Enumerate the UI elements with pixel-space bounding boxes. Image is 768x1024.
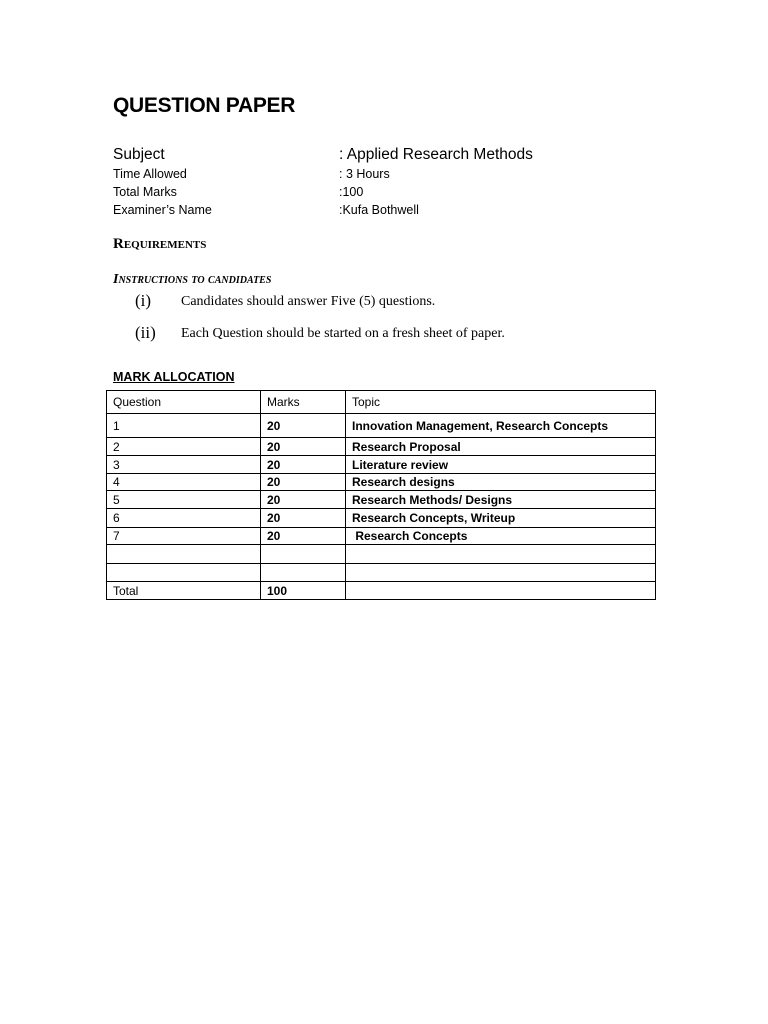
topic-cell: Innovation Management, Research Concepts: [346, 414, 656, 438]
instructions-heading: Instructions to candidates: [113, 272, 272, 287]
marks-cell: 20: [261, 456, 346, 474]
question-cell: [107, 564, 261, 582]
topic-cell: Research Concepts, Writeup: [346, 509, 656, 528]
marks-cell: 20: [261, 528, 346, 545]
marks-cell: 20: [261, 474, 346, 491]
total-topic-cell: [346, 582, 656, 600]
subject-label: Subject: [113, 146, 165, 163]
table-row: [107, 414, 656, 438]
question-cell: [107, 545, 261, 564]
total-marks-label: Total Marks: [113, 185, 177, 199]
examiner-value: :Kufa Bothwell: [339, 203, 419, 217]
question-cell: 1: [107, 414, 261, 438]
total-label-cell: Total: [107, 582, 261, 600]
examiner-label: Examiner’s Name: [113, 203, 212, 217]
marks-cell: 20: [261, 491, 346, 509]
topic-cell: [346, 545, 656, 564]
topic-cell: Research designs: [346, 474, 656, 491]
time-label: Time Allowed: [113, 167, 187, 181]
header-marks: Marks: [261, 391, 346, 414]
question-cell: 3: [107, 456, 261, 474]
topic-cell: Research Proposal: [346, 438, 656, 456]
table-header-row: [107, 391, 656, 414]
question-cell: 4: [107, 474, 261, 491]
table-row: [107, 474, 656, 491]
page-title: QUESTION PAPER: [113, 94, 296, 117]
topic-cell: Research Methods/ Designs: [346, 491, 656, 509]
marks-cell: 20: [261, 414, 346, 438]
header-topic: Topic: [346, 391, 656, 414]
instruction-number: (ii): [135, 323, 156, 342]
total-marks-cell: 100: [261, 582, 346, 600]
mark-allocation-table: [106, 390, 656, 600]
table-row: [107, 491, 656, 509]
question-cell: 5: [107, 491, 261, 509]
table-row: [107, 438, 656, 456]
topic-cell: Research Concepts: [346, 528, 656, 545]
question-cell: 2: [107, 438, 261, 456]
table-row: [107, 456, 656, 474]
header-question: Question: [107, 391, 261, 414]
total-marks-value: :100: [339, 185, 364, 199]
table-row: [107, 528, 656, 545]
table-row: [107, 509, 656, 528]
requirements-heading: Requirements: [113, 236, 207, 252]
question-cell: 7: [107, 528, 261, 545]
topic-cell: [346, 564, 656, 582]
marks-cell: 20: [261, 509, 346, 528]
instruction-number: (i): [135, 291, 152, 310]
table-total-row: [107, 582, 656, 600]
instruction-text: Each Question should be started on a fresh sheet of paper.: [181, 326, 505, 341]
table-row: [107, 564, 656, 582]
mark-allocation-heading: MARK ALLOCATION: [113, 370, 235, 384]
marks-cell: [261, 545, 346, 564]
question-cell: 6: [107, 509, 261, 528]
table-row: [107, 545, 656, 564]
topic-cell: Literature review: [346, 456, 656, 474]
instruction-text: Candidates should answer Five (5) questions.: [181, 294, 436, 309]
marks-cell: [261, 564, 346, 582]
marks-cell: 20: [261, 438, 346, 456]
time-value: : 3 Hours: [339, 167, 390, 181]
subject-value: : Applied Research Methods: [339, 146, 533, 163]
